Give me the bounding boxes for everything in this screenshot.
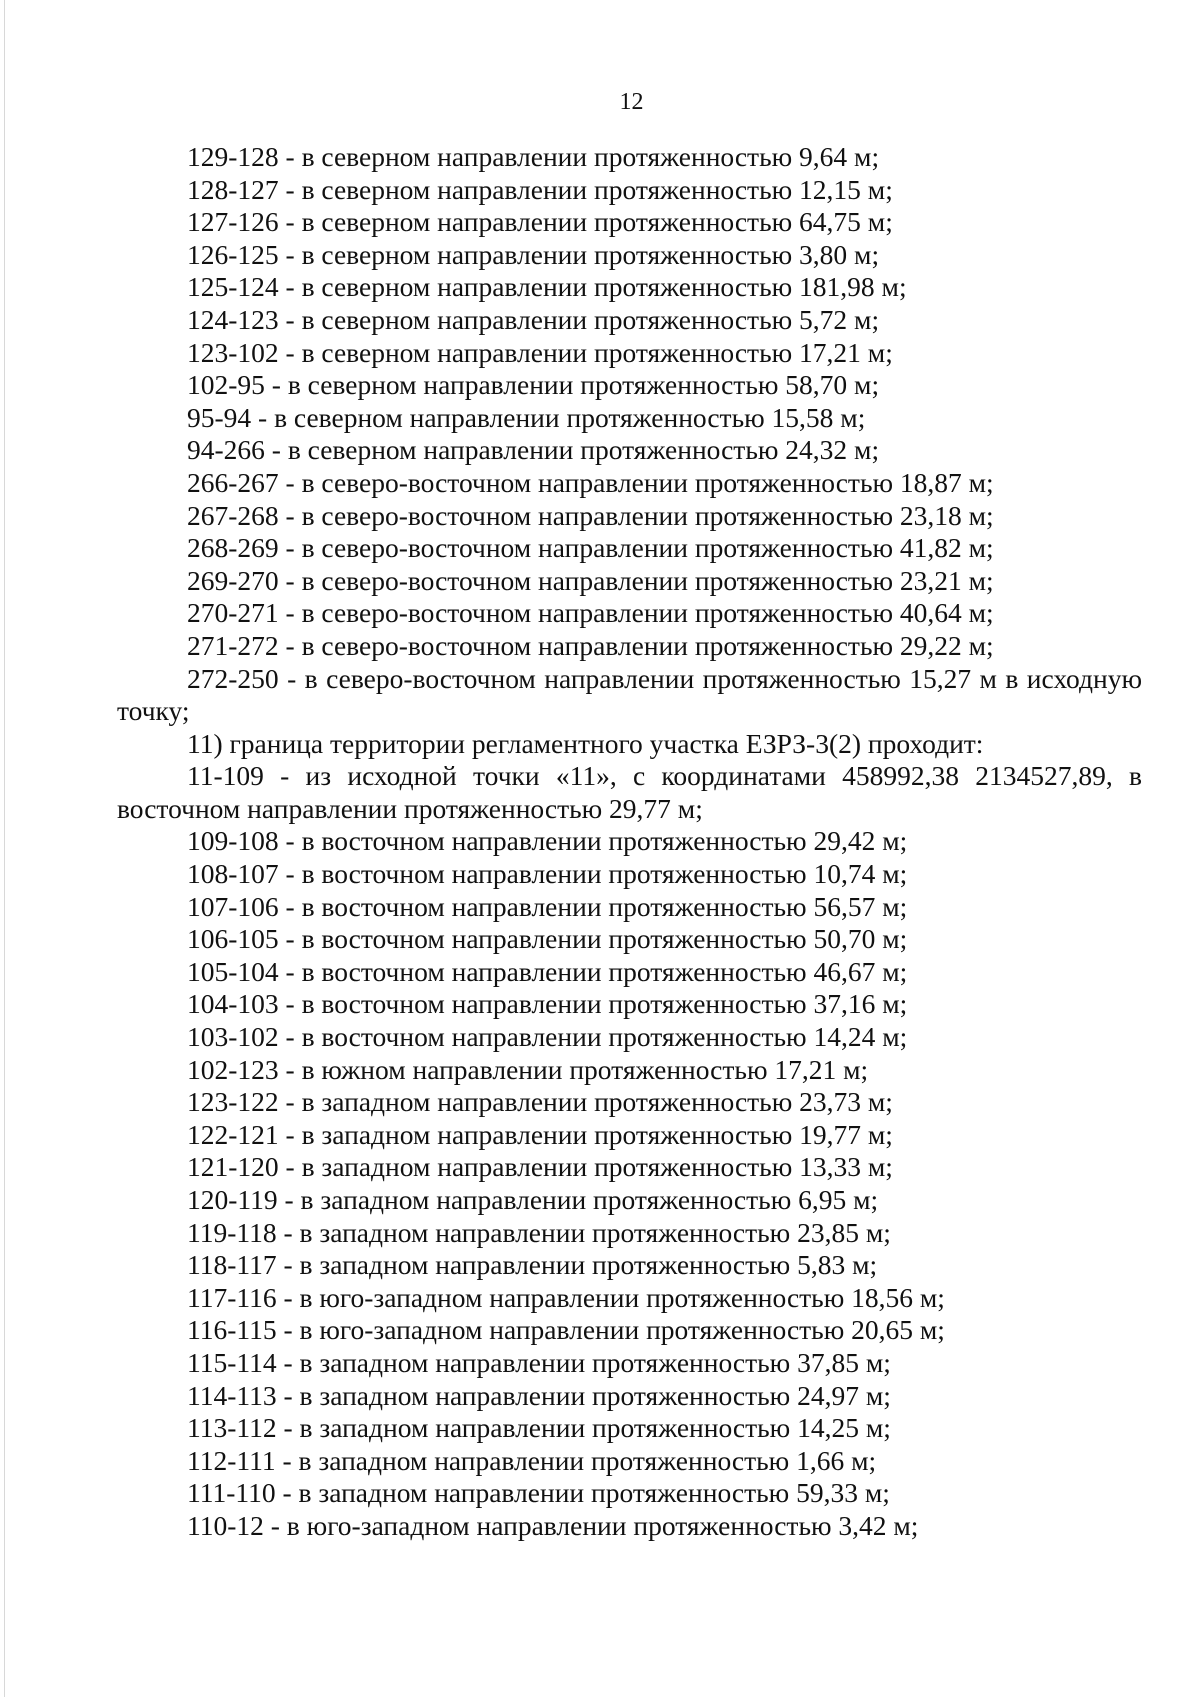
boundary-line: 117-116 - в юго-западном направлении протяженностью 18,56 м; xyxy=(187,1281,945,1313)
boundary-line: 115-114 - в западном направлении протяженностью 37,85 м; xyxy=(187,1346,891,1378)
boundary-line: 113-112 - в западном направлении протяженностью 14,25 м; xyxy=(187,1412,891,1444)
section-heading-11: 11) граница территории регламентного участка ЕЗРЗ-3(2) проходит: xyxy=(187,727,984,759)
boundary-line: 128-127 - в северном направлении протяженностью 12,15 м; xyxy=(187,173,893,205)
document-body xyxy=(117,141,1142,1543)
boundary-line: 104-103 - в восточном направлении протяженностью 37,16 м; xyxy=(187,988,908,1020)
boundary-line: 102-95 - в северном направлении протяженностью 58,70 м; xyxy=(187,369,880,401)
boundary-line: 119-118 - в западном направлении протяженностью 23,85 м; xyxy=(187,1216,891,1248)
boundary-line: 109-108 - в восточном направлении протяженностью 29,42 м; xyxy=(187,825,908,857)
boundary-line: 120-119 - в западном направлении протяженностью 6,95 м; xyxy=(187,1184,879,1215)
boundary-line: 267-268 - в северо-восточном направлении протяженностью 23,18 м; xyxy=(187,499,994,531)
boundary-line: 106-105 - в восточном направлении протяженностью 50,70 м; xyxy=(187,923,908,955)
scan-edge xyxy=(4,0,5,1697)
page-number: 12 xyxy=(619,89,644,115)
boundary-line: 268-269 - в северо-восточном направлении протяженностью 41,82 м; xyxy=(187,532,994,564)
boundary-line: 110-12 - в юго-западном направлении протяженностью 3,42 м; xyxy=(187,1509,919,1541)
boundary-paragraph-11-109: 11-109 - из исходной точки «11», с координатами 458992,38 2134527,89, в восточном направлении протяженностью 29,77 м; xyxy=(117,760,1142,824)
boundary-line: 108-107 - в восточном направлении протяженностью 10,74 м; xyxy=(187,858,908,890)
boundary-line: 124-123 - в северном направлении протяженностью 5,72 м; xyxy=(187,303,880,335)
boundary-line: 266-267 - в северо-восточном направлении протяженностью 18,87 м; xyxy=(187,466,994,498)
boundary-line: 126-125 - в северном направлении протяженностью 3,80 м; xyxy=(187,238,880,270)
boundary-line: 102-123 - в южном направлении протяженностью 17,21 м; xyxy=(187,1053,869,1085)
boundary-line: 95-94 - в северном направлении протяженностью 15,58 м; xyxy=(187,401,866,433)
boundary-line: 94-266 - в северном направлении протяженностью 24,32 м; xyxy=(187,434,880,466)
boundary-line: 125-124 - в северном направлении протяженностью 181,98 м; xyxy=(187,271,907,303)
boundary-line: 118-117 - в западном направлении протяженностью 5,83 м; xyxy=(187,1249,878,1281)
boundary-line: 269-270 - в северо-восточном направлении протяженностью 23,21 м; xyxy=(187,564,994,596)
boundary-line: 270-271 - в северо-восточном направлении протяженностью 40,64 м; xyxy=(187,597,994,629)
boundary-line: 123-122 - в западном направлении протяженностью 23,73 м; xyxy=(187,1086,893,1118)
boundary-line: 123-102 - в северном направлении протяженностью 17,21 м; xyxy=(187,336,893,368)
boundary-paragraph-272-250: 272-250 - в северо-восточном направлении протяженностью 15,27 м в исходную точку; xyxy=(117,662,1142,727)
boundary-line: 112-111 - в западном направлении протяженностью 1,66 м; xyxy=(187,1444,877,1476)
boundary-line: 129-128 - в северном направлении протяженностью 9,64 м; xyxy=(187,141,880,172)
boundary-line: 271-272 - в северо-восточном направлении протяженностью 29,22 м; xyxy=(187,629,994,661)
boundary-line: 105-104 - в восточном направлении протяженностью 46,67 м; xyxy=(187,955,908,987)
boundary-line: 107-106 - в восточном направлении протяженностью 56,57 м; xyxy=(187,890,908,922)
boundary-line: 127-126 - в северном направлении протяженностью 64,75 м; xyxy=(187,206,893,238)
boundary-line: 103-102 - в восточном направлении протяженностью 14,24 м; xyxy=(187,1021,908,1053)
boundary-line: 116-115 - в юго-западном направлении протяженностью 20,65 м; xyxy=(187,1314,945,1346)
boundary-line: 121-120 - в западном направлении протяженностью 13,33 м; xyxy=(187,1151,893,1183)
boundary-line: 122-121 - в западном направлении протяженностью 19,77 м; xyxy=(187,1118,893,1150)
boundary-line: 111-110 - в западном направлении протяженностью 59,33 м; xyxy=(187,1477,890,1509)
boundary-line: 114-113 - в западном направлении протяженностью 24,97 м; xyxy=(187,1379,891,1411)
